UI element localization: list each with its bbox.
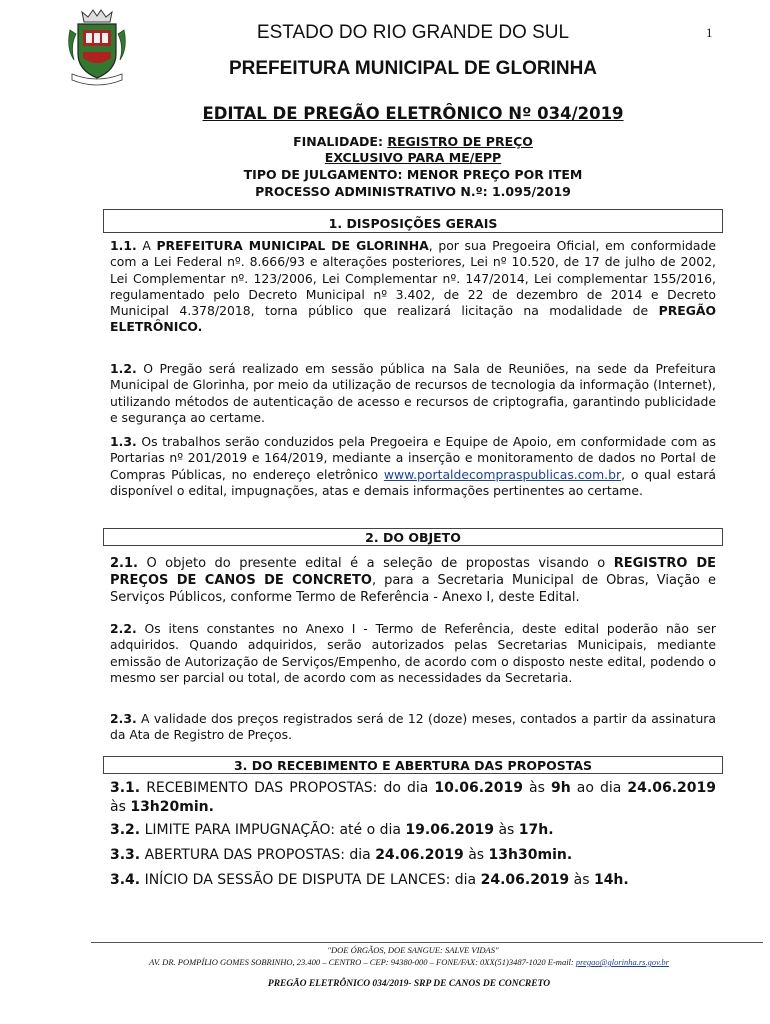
portal-link[interactable]: www.portaldecompraspublicas.com.br: [383, 466, 622, 482]
tipo-julgamento: TIPO DE JULGAMENTO: MENOR PREÇO POR ITEM: [243, 167, 583, 182]
processo-administrativo: PROCESSO ADMINISTRATIVO N.º: 1.095/2019: [255, 184, 571, 199]
paragraph-2-1: 2.1. O objeto do presente edital é a seleção de propostas visando o REGISTRO DE PREÇOS DE CANOS DE CONCRETO, para a Secretaria Municipal de Obras, Viação e Serviços Públicos, conforme Termo de Referência - Anexo I, deste Edital.: [110, 556, 716, 605]
page-number: 1: [706, 25, 713, 40]
exclusivo-line: EXCLUSIVO PARA ME/EPP: [324, 150, 502, 165]
paragraph-3-4: 3.4. INÍCIO DA SESSÃO DE DISPUTA DE LANCES: dia 24.06.2019 às 14h.: [110, 872, 629, 888]
section-heading-1: 1. DISPOSIÇÕES GERAIS: [103, 209, 723, 233]
footer-document-title: PREGÃO ELETRÔNICO 034/2019- SRP DE CANOS DE CONCRETO: [267, 979, 551, 989]
footer-divider: [91, 942, 763, 943]
paragraph-3-2: 3.2. LIMITE PARA IMPUGNAÇÃO: até o dia 19.06.2019 às 17h.: [110, 822, 554, 838]
paragraph-1-2: 1.2. O Pregão será realizado em sessão pública na Sala de Reuniões, na sede da Prefeitura Municipal de Glorinha, por meio da utilização de recursos de tecnologia da informação (Internet), utilizando métodos de autenticação de acesso e recursos de criptografia, garantindo publicidade e segurança ao certame.: [110, 361, 716, 425]
edital-title: EDITAL DE PREGÃO ELETRÔNICO Nº 034/2019: [202, 104, 624, 123]
footer-email-link[interactable]: pregao@glorinha.rs.gov.br: [575, 957, 669, 967]
section-heading-3: 3. DO RECEBIMENTO E ABERTURA DAS PROPOSTAS: [103, 756, 723, 774]
finalidade-value: REGISTRO DE PREÇO: [387, 134, 533, 149]
footer-quote: "DOE ÓRGÃOS, DOE SANGUE: SALVE VIDAS": [327, 945, 499, 955]
paragraph-1-1: 1.1. A PREFEITURA MUNICIPAL DE GLORINHA, por sua Pregoeira Oficial, em conformidade com a Lei Federal nº. 8.666/93 e alterações posteriores, Lei nº 10.520, de 17 de julho de 2002, Lei Complementar nº. 123/2006, Lei Complementar nº. 147/2014, Lei complementar 155/2016, regulamentado pelo Decreto Municipal nº 3.402, de 22 de dezembro de 2014 e Decreto Municipal 4.378/2018, torna público que realizará licitação na modalidade de PREGÃO ELETRÔNICO.: [110, 238, 716, 335]
paragraph-3-3: 3.3. ABERTURA DAS PROPOSTAS: dia 24.06.2019 às 13h30min.: [110, 847, 573, 863]
section-heading-2: 2. DO OBJETO: [103, 528, 723, 546]
paragraph-2-2: 2.2. Os itens constantes no Anexo I - Termo de Referência, deste edital poderão não ser adquiridos. Quando adquiridos, serão autorizados pelas Secretarias Municipais, mediante emissão de Autorização de Serviços/Empenho, de acordo com o disposto neste edital, podendo o mesmo ser parcial ou total, de acordo com as necessidades da Secretaria.: [110, 621, 716, 685]
paragraph-3-1: 3.1. RECEBIMENTO DAS PROPOSTAS: do dia 10.06.2019 às 9h ao dia 24.06.2019 às 13h20min.: [110, 780, 716, 815]
finalidade-line: FINALIDADE: REGISTRO DE PREÇO: [293, 134, 533, 149]
footer-address: AV. DR. POMPÍLIO GOMES SOBRINHO, 23.400 – CENTRO – CEP: 94380-000 – FONE/FAX: 0XX(51)3487-1020 E-mail: pregao@glorinha.rs.gov.br: [149, 957, 669, 967]
state-name: ESTADO DO RIO GRANDE DO SUL: [256, 22, 570, 43]
prefeitura-name: PREFEITURA MUNICIPAL DE GLORINHA: [228, 58, 598, 79]
paragraph-1-3: 1.3. Os trabalhos serão conduzidos pela Pregoeira e Equipe de Apoio, em conformidade com as Portarias nº 201/2019 e 164/2019, mediante a inserção e monitoramento de dados no Portal de Compras Públicas, no endereço eletrônico www.portaldecompraspublicas.com.br, o qual estará disponível o edital, impugnações, atas e demais informações pertinentes ao certame.: [110, 434, 716, 498]
paragraph-2-3: 2.3. A validade dos preços registrados será de 12 (doze) meses, contados a partir da assinatura da Ata de Registro de Preços.: [110, 711, 716, 743]
